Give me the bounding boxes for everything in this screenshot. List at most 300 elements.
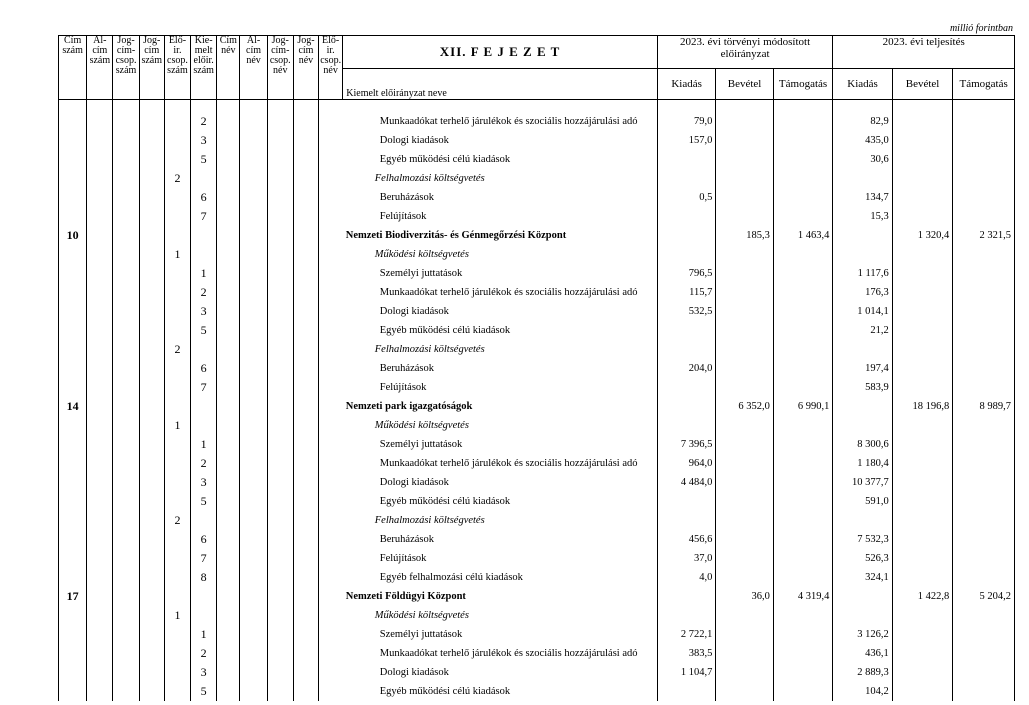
value-cell [773,568,833,587]
row-name: Személyi juttatások [379,629,463,640]
jogcimcsop-number [113,112,139,131]
name-col-cell [267,169,293,188]
name-col-head: Kiemelt előirányzat neve [343,69,658,100]
group-head-actual: 2023. évi teljesítés [833,36,1015,69]
name-col-cell [293,397,318,416]
jogcim-number [139,264,164,283]
value-cell [892,321,953,340]
jogcimcsop-number [113,568,139,587]
row-name: Dologi kiadások [379,477,449,488]
value-cell: 21,2 [833,321,892,340]
name-col-cell [240,264,267,283]
name-col-cell [319,150,343,169]
value-cell [716,416,773,435]
kiemelt-number: 6 [191,530,217,549]
value-cell [657,169,715,188]
value-cell [716,359,773,378]
value-cell [892,682,953,701]
name-col-cell [293,169,318,188]
cim-number [59,131,87,150]
value-cell: 2 321,5 [953,226,1015,245]
name-col-cell [240,226,267,245]
name-col-cell [319,606,343,625]
name-col-cell [217,549,240,568]
value-cell [953,169,1015,188]
value-cell: 157,0 [657,131,715,150]
name-col-cell [267,587,293,606]
cim-number [59,112,87,131]
jogcim-number [139,169,164,188]
value-cell [773,188,833,207]
value-cell [833,511,892,530]
name-col-cell [319,226,343,245]
name-col-cell [217,568,240,587]
jogcim-number [139,644,164,663]
value-cell [892,492,953,511]
jogcimcsop-number [113,416,139,435]
name-col-cell [267,302,293,321]
name-col-cell [319,378,343,397]
value-cell: 964,0 [657,454,715,473]
alcim-number [87,435,113,454]
cim-number [59,150,87,169]
name-col-cell [217,397,240,416]
table-row [59,302,1015,321]
value-cell: 204,0 [657,359,715,378]
group-head-planned: 2023. évi törvényi módosított előirányzat [657,36,832,69]
table-row [59,549,1015,568]
table-row [59,131,1015,150]
eloir-csop-number [164,378,190,397]
name-col-cell [293,264,318,283]
kiemelt-number: 1 [191,435,217,454]
eloir-csop-number [164,188,190,207]
col-head: Jog-cím szám [139,36,164,100]
value-cell: 796,5 [657,264,715,283]
value-cell [657,511,715,530]
name-col-cell [293,549,318,568]
cim-number [59,606,87,625]
jogcimcsop-number [113,549,139,568]
name-col-cell [293,112,318,131]
value-cell [773,644,833,663]
sub-head: Bevétel [892,69,953,100]
jogcimcsop-number [113,150,139,169]
name-col-cell [267,663,293,682]
cim-number [59,473,87,492]
value-cell [892,435,953,454]
value-cell: 79,0 [657,112,715,131]
kiemelt-number [191,511,217,530]
name-col-cell [267,226,293,245]
name-col-cell [319,302,343,321]
jogcimcsop-number [113,245,139,264]
col-head: Al-cím név [240,36,267,100]
eloir-csop-number [164,682,190,701]
value-cell: 5 204,2 [953,587,1015,606]
name-col-cell [267,454,293,473]
cim-number [59,549,87,568]
name-col-cell [217,321,240,340]
name-col-cell [293,606,318,625]
row-name: Nemzeti park igazgatóságok [345,401,473,412]
value-cell: 10 377,7 [833,473,892,492]
value-cell: 1 180,4 [833,454,892,473]
value-cell [773,112,833,131]
row-name: Felújítások [379,211,427,222]
cim-number [59,359,87,378]
value-cell: 1 463,4 [773,226,833,245]
name-col-cell [217,378,240,397]
value-cell [773,207,833,226]
jogcimcsop-number [113,321,139,340]
name-col-cell [217,473,240,492]
value-cell [953,302,1015,321]
name-col-cell [293,283,318,302]
name-col-cell [240,587,267,606]
kiemelt-number [191,340,217,359]
value-cell [892,245,953,264]
eloir-csop-number [164,549,190,568]
value-cell [773,511,833,530]
value-cell [953,663,1015,682]
table-row [59,644,1015,663]
alcim-number [87,568,113,587]
sub-head: Támogatás [953,69,1015,100]
eloir-csop-number [164,207,190,226]
alcim-number [87,473,113,492]
name-col-cell [267,644,293,663]
name-col-cell [293,625,318,644]
value-cell [657,682,715,701]
value-cell [716,454,773,473]
kiemelt-number: 2 [191,283,217,302]
value-cell [657,340,715,359]
name-col-cell [240,321,267,340]
value-cell [953,530,1015,549]
value-cell [892,131,953,150]
row-name: Személyi juttatások [379,268,463,279]
name-col-cell [319,587,343,606]
name-col-cell [267,549,293,568]
value-cell [716,682,773,701]
value-cell [773,359,833,378]
value-cell [773,416,833,435]
name-col-cell [293,321,318,340]
value-cell [892,549,953,568]
value-cell [892,663,953,682]
row-name: Működési költségvetés [374,249,469,260]
value-cell [892,606,953,625]
value-cell [773,340,833,359]
table-row [59,454,1015,473]
jogcim-number [139,416,164,435]
jogcimcsop-number [113,340,139,359]
value-cell [773,625,833,644]
jogcim-number [139,682,164,701]
jogcim-number [139,492,164,511]
jogcimcsop-number [113,378,139,397]
value-cell: 436,1 [833,644,892,663]
name-col-cell [240,416,267,435]
name-col-cell [217,511,240,530]
value-cell [773,435,833,454]
value-cell [892,150,953,169]
col-head: Jog-cím-csop. név [267,36,293,100]
value-cell [773,245,833,264]
name-col-cell [217,169,240,188]
row-name: Felhalmozási költségvetés [374,173,485,184]
value-cell: 7 396,5 [657,435,715,454]
kiemelt-number: 6 [191,188,217,207]
name-col-cell [217,112,240,131]
jogcimcsop-number [113,492,139,511]
table-row [59,473,1015,492]
name-col-cell [240,302,267,321]
cim-number [59,378,87,397]
jogcim-number [139,378,164,397]
row-name: Egyéb működési célú kiadások [379,154,511,165]
name-col-cell [267,359,293,378]
alcim-number [87,644,113,663]
jogcim-number [139,549,164,568]
name-col-cell [217,264,240,283]
jogcim-number [139,359,164,378]
row-name: Munkaadókat terhelő járulékok és szociális hozzájárulási adó [379,458,638,469]
name-col-cell [267,245,293,264]
kiemelt-number: 3 [191,131,217,150]
name-col-cell [240,245,267,264]
value-cell [773,131,833,150]
jogcimcsop-number [113,530,139,549]
name-col-cell [319,245,343,264]
cim-number [59,302,87,321]
jogcimcsop-number [113,207,139,226]
eloir-csop-number [164,454,190,473]
name-col-cell [240,378,267,397]
name-col-cell [293,511,318,530]
value-cell [833,606,892,625]
value-cell [953,511,1015,530]
eloir-csop-number [164,473,190,492]
value-cell [773,302,833,321]
value-cell [657,492,715,511]
row-name: Felújítások [379,382,427,393]
kiemelt-number: 3 [191,302,217,321]
name-col-cell [293,644,318,663]
row-name: Dologi kiadások [379,306,449,317]
jogcimcsop-number [113,454,139,473]
name-col-cell [240,682,267,701]
jogcim-number [139,568,164,587]
jogcimcsop-number [113,587,139,606]
value-cell [953,435,1015,454]
value-cell: 3 126,2 [833,625,892,644]
name-col-cell [293,682,318,701]
name-col-cell [319,131,343,150]
name-col-cell [217,530,240,549]
table-row [59,150,1015,169]
jogcimcsop-number [113,188,139,207]
eloir-csop-number [164,226,190,245]
cim-number [59,169,87,188]
value-cell [953,245,1015,264]
value-cell: 4,0 [657,568,715,587]
name-col-cell [267,492,293,511]
value-cell [953,283,1015,302]
cim-number [59,492,87,511]
name-col-cell [319,511,343,530]
value-cell [953,264,1015,283]
name-col-cell [319,340,343,359]
name-col-cell [319,549,343,568]
value-cell: 37,0 [657,549,715,568]
kiemelt-number: 8 [191,568,217,587]
name-col-cell [267,340,293,359]
value-cell: 15,3 [833,207,892,226]
value-cell [953,473,1015,492]
jogcim-number [139,587,164,606]
name-col-cell [217,454,240,473]
value-cell [773,473,833,492]
value-cell [773,321,833,340]
value-cell [716,492,773,511]
name-col-cell [293,131,318,150]
value-cell [773,150,833,169]
value-cell: 18 196,8 [892,397,953,416]
col-head: Al-cím szám [87,36,113,100]
value-cell: 0,5 [657,188,715,207]
value-cell [953,188,1015,207]
name-col-cell [319,283,343,302]
alcim-number [87,492,113,511]
value-cell [657,378,715,397]
jogcimcsop-number [113,131,139,150]
kiemelt-number: 3 [191,473,217,492]
row-name: Felújítások [379,553,427,564]
eloir-csop-number [164,302,190,321]
row-name: Egyéb felhalmozási célú kiadások [379,572,523,583]
value-cell: 104,2 [833,682,892,701]
name-col-cell [217,150,240,169]
value-cell [953,150,1015,169]
row-name: Beruházások [379,534,434,545]
value-cell [716,473,773,492]
jogcim-number [139,473,164,492]
eloir-csop-number: 2 [164,340,190,359]
name-col-cell [240,112,267,131]
name-col-cell [319,644,343,663]
name-col-cell [319,188,343,207]
value-cell: 197,4 [833,359,892,378]
row-name: Felhalmozási költségvetés [374,515,485,526]
cim-number [59,188,87,207]
value-cell [833,340,892,359]
value-cell [716,530,773,549]
name-col-cell [319,492,343,511]
kiemelt-number: 5 [191,321,217,340]
kiemelt-number: 7 [191,207,217,226]
table-row [59,682,1015,701]
value-cell [892,188,953,207]
spacer-row [59,100,1015,113]
value-cell [892,207,953,226]
value-cell: 134,7 [833,188,892,207]
table-row [59,530,1015,549]
value-cell [953,112,1015,131]
alcim-number [87,283,113,302]
name-col-cell [240,188,267,207]
value-cell [953,131,1015,150]
value-cell: 383,5 [657,644,715,663]
table-row [59,321,1015,340]
name-col-cell [240,397,267,416]
value-cell: 2 722,1 [657,625,715,644]
name-col-cell [267,568,293,587]
value-cell [716,264,773,283]
jogcim-number [139,283,164,302]
eloir-csop-number [164,112,190,131]
name-col-cell [267,283,293,302]
name-col-cell [240,283,267,302]
name-col-cell [293,416,318,435]
value-cell [773,682,833,701]
name-col-cell [267,397,293,416]
alcim-number [87,264,113,283]
value-cell [716,378,773,397]
value-cell [716,644,773,663]
name-col-cell [217,188,240,207]
value-cell [953,454,1015,473]
chapter-title: XII. F E J E Z E T [343,36,658,69]
value-cell [773,549,833,568]
value-cell [657,226,715,245]
alcim-number [87,606,113,625]
name-col-cell [293,340,318,359]
table-row [59,112,1015,131]
value-cell [833,245,892,264]
alcim-number [87,359,113,378]
value-cell: 1 117,6 [833,264,892,283]
cim-number [59,340,87,359]
cim-number [59,663,87,682]
alcim-number [87,112,113,131]
value-cell [892,302,953,321]
jogcim-number [139,226,164,245]
alcim-number [87,340,113,359]
table-row [59,207,1015,226]
jogcimcsop-number [113,264,139,283]
alcim-number [87,511,113,530]
name-col-cell [319,530,343,549]
name-col-cell [240,131,267,150]
value-cell: 591,0 [833,492,892,511]
name-col-cell [319,682,343,701]
value-cell [716,169,773,188]
eloir-csop-number: 2 [164,169,190,188]
row-name: Működési költségvetés [374,610,469,621]
jogcimcsop-number [113,359,139,378]
name-col-cell [217,492,240,511]
value-cell [716,625,773,644]
jogcimcsop-number [113,283,139,302]
value-cell [773,264,833,283]
kiemelt-number: 1 [191,625,217,644]
eloir-csop-number: 1 [164,416,190,435]
kiemelt-number [191,245,217,264]
value-cell [953,359,1015,378]
jogcim-number [139,321,164,340]
